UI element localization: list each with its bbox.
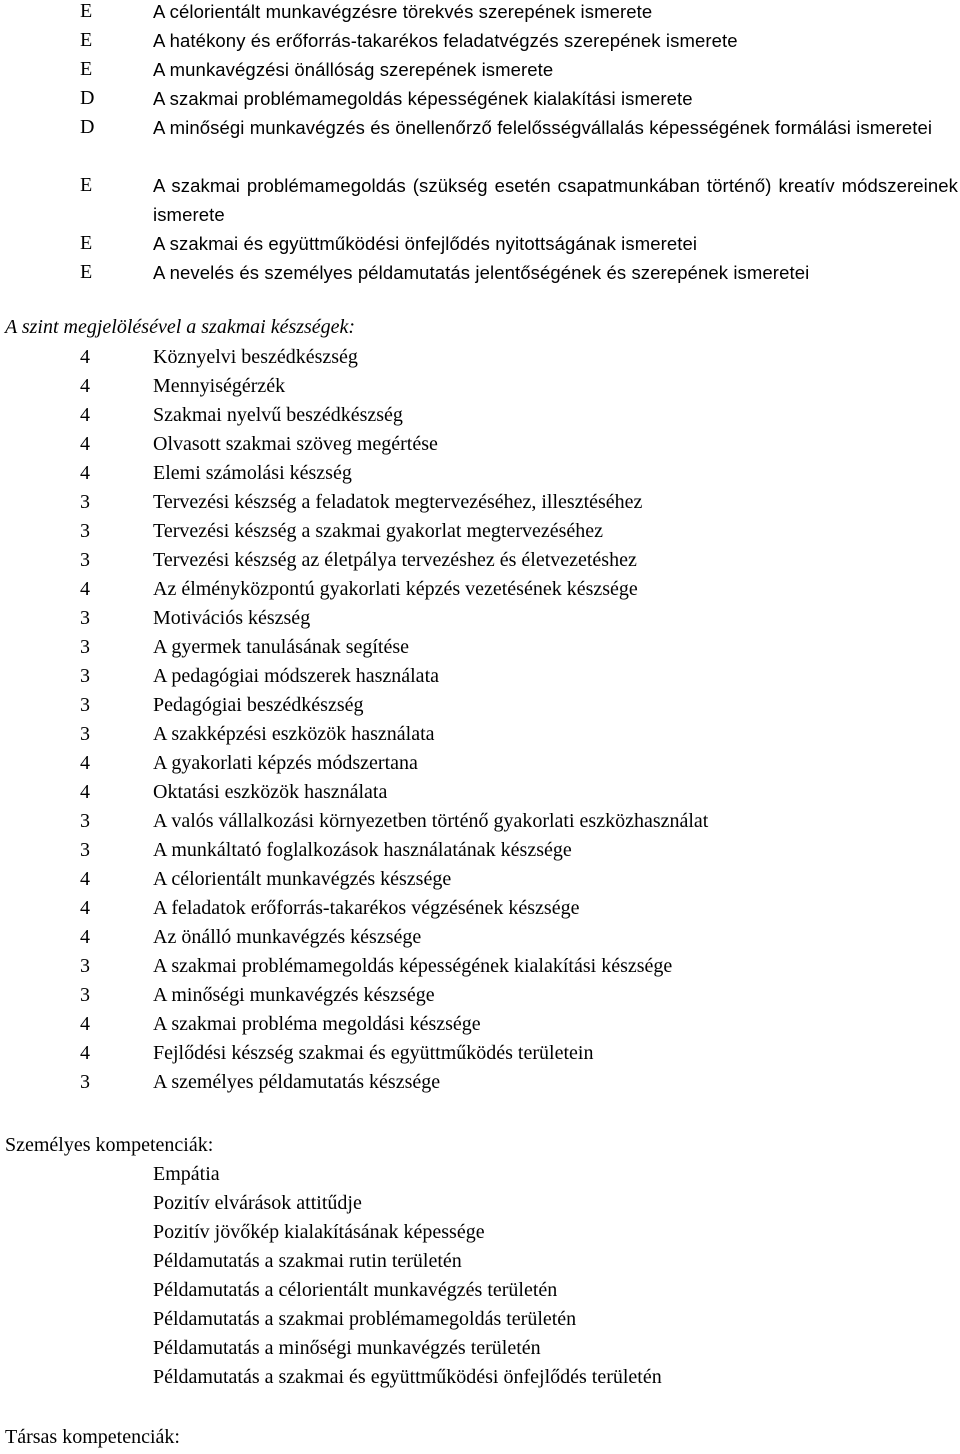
knowledge-text: A szakmai problémamegoldás képességének kialakítási ismerete [153,88,693,109]
skill-level: 3 [80,607,90,629]
skill-item [0,343,960,372]
skill-text: Az önálló munkavégzés készsége [153,926,422,948]
skill-item [0,836,960,865]
skills-heading: A szint megjelölésével a szakmai készségek: [5,316,356,338]
skill-item [0,430,960,459]
competency-text: Példamutatás a szakmai rutin területén [153,1250,462,1272]
competency-text: Empátia [153,1163,220,1185]
competency-text: Példamutatás a minőségi munkavégzés területén [153,1337,541,1359]
skill-level: 4 [80,897,90,919]
skill-level: 3 [80,984,90,1006]
skill-text: A feladatok erőforrás-takarékos végzésének készsége [153,897,580,919]
skill-item [0,720,960,749]
knowledge-item [0,55,960,84]
skill-text: A szakmai probléma megoldási készsége [153,1013,481,1035]
knowledge-text: A szakmai és együttműködési önfejlődés nyitottságának ismeretei [153,233,698,254]
competency-text: Példamutatás a célorientált munkavégzés területén [153,1279,558,1301]
skill-level: 3 [80,694,90,716]
social-competencies-heading: Társas kompetenciák: [5,1426,180,1448]
skill-level: 3 [80,665,90,687]
skill-item [0,778,960,807]
skill-level: 4 [80,1042,90,1064]
skill-item [0,372,960,401]
skill-text: Mennyiségérzék [153,375,286,397]
skill-item [0,459,960,488]
competency-item [0,1218,960,1247]
skill-level: 4 [80,578,90,600]
knowledge-level: E [80,0,93,22]
competency-item [0,1189,960,1218]
skill-text: A munkáltató foglalkozások használatának készsége [153,839,572,861]
knowledge-item [0,258,960,287]
skill-item [0,546,960,575]
skill-level: 4 [80,868,90,890]
skill-item [0,517,960,546]
knowledge-level: D [80,116,95,138]
skill-text: A gyermek tanulásának segítése [153,636,410,658]
knowledge-text: A minőségi munkavégzés és önellenőrző felelősségvállalás képességének formálási ismeretei [153,117,933,138]
skill-level: 4 [80,926,90,948]
skill-text: Pedagógiai beszédkészség [153,694,364,716]
knowledge-level: E [80,58,93,80]
knowledge-item [0,0,960,26]
skill-text: Olvasott szakmai szöveg megértése [153,433,438,455]
knowledge-text: A célorientált munkavégzésre törekvés szerepének ismerete [153,1,653,22]
skill-level: 3 [80,491,90,513]
skill-item [0,865,960,894]
competency-item [0,1160,960,1189]
skill-text: Tervezési készség a feladatok megtervezéséhez, illesztéséhez [153,491,643,513]
competency-text: Példamutatás a szakmai problémamegoldás területén [153,1308,577,1330]
knowledge-text: A nevelés és személyes példamutatás jelentőségének és szerepének ismeretei [153,262,810,283]
knowledge-item [0,84,960,113]
skill-item [0,662,960,691]
knowledge-level: E [80,261,93,283]
knowledge-level: E [80,174,93,196]
skill-text: Szakmai nyelvű beszédkészség [153,404,403,426]
skill-level: 3 [80,1071,90,1093]
competency-item [0,1247,960,1276]
skill-item [0,604,960,633]
competency-text: Példamutatás a szakmai és együttműködési önfejlődés területén [153,1366,662,1388]
skill-level: 3 [80,723,90,745]
skill-level: 4 [80,1013,90,1035]
skill-item [0,749,960,778]
skill-level: 3 [80,549,90,571]
knowledge-list [0,0,960,287]
knowledge-item [0,171,960,229]
knowledge-item [0,113,960,171]
skill-item [0,981,960,1010]
personal-competencies-list [0,1160,960,1392]
skill-text: Tervezési készség a szakmai gyakorlat megtervezéséhez [153,520,604,542]
competency-item [0,1305,960,1334]
competency-item [0,1334,960,1363]
skills-list [0,343,960,1097]
skill-item [0,575,960,604]
skill-item [0,488,960,517]
skill-item [0,894,960,923]
skill-level: 3 [80,810,90,832]
skill-level: 4 [80,346,90,368]
skill-text: Fejlődési készség szakmai és együttműködés területein [153,1042,594,1064]
skill-level: 4 [80,781,90,803]
knowledge-text: A szakmai problémamegoldás (szükség esetén csapatmunkában történő) kreatív módszereinek ismerete [153,175,958,225]
competency-item [0,1363,960,1392]
personal-competencies-heading: Személyes kompetenciák: [5,1134,214,1156]
skill-item [0,807,960,836]
knowledge-level: E [80,232,93,254]
skill-text: A gyakorlati képzés módszertana [153,752,418,774]
knowledge-level: D [80,87,95,109]
skill-level: 3 [80,636,90,658]
skill-level: 4 [80,462,90,484]
skill-item [0,923,960,952]
skill-text: A szakképzési eszközök használata [153,723,435,745]
skill-level: 4 [80,375,90,397]
skill-level: 4 [80,404,90,426]
skill-text: Tervezési készség az életpálya tervezéshez és életvezetéshez [153,549,637,571]
skill-level: 4 [80,433,90,455]
skill-level: 3 [80,520,90,542]
skill-text: Oktatási eszközök használata [153,781,388,803]
skill-text: Motivációs készség [153,607,311,629]
skill-item [0,1039,960,1068]
skill-item [0,1068,960,1097]
skill-text: A valós vállalkozási környezetben történő gyakorlati eszközhasználat [153,810,709,832]
knowledge-text: A munkavégzési önállóság szerepének ismerete [153,59,554,80]
skill-text: Köznyelvi beszédkészség [153,346,358,368]
skill-level: 3 [80,839,90,861]
skill-item [0,691,960,720]
skill-text: A minőségi munkavégzés készsége [153,984,435,1006]
skill-item [0,401,960,430]
skill-text: A személyes példamutatás készsége [153,1071,441,1093]
knowledge-text: A hatékony és erőforrás-takarékos feladatvégzés szerepének ismerete [153,30,738,51]
skill-text: A célorientált munkavégzés készsége [153,868,452,890]
competency-text: Pozitív elvárások attitűdje [153,1192,362,1214]
skill-text: A pedagógiai módszerek használata [153,665,439,687]
skill-level: 3 [80,955,90,977]
knowledge-item [0,26,960,55]
skill-item [0,952,960,981]
skill-item [0,1010,960,1039]
competency-text: Pozitív jövőkép kialakításának képessége [153,1221,485,1243]
skill-level: 4 [80,752,90,774]
skill-item [0,633,960,662]
skill-text: A szakmai problémamegoldás képességének kialakítási készsége [153,955,673,977]
skill-text: Az élményközpontú gyakorlati képzés vezetésének készsége [153,578,638,600]
competency-item [0,1276,960,1305]
skill-text: Elemi számolási készség [153,462,352,484]
knowledge-level: E [80,29,93,51]
knowledge-item [0,229,960,258]
